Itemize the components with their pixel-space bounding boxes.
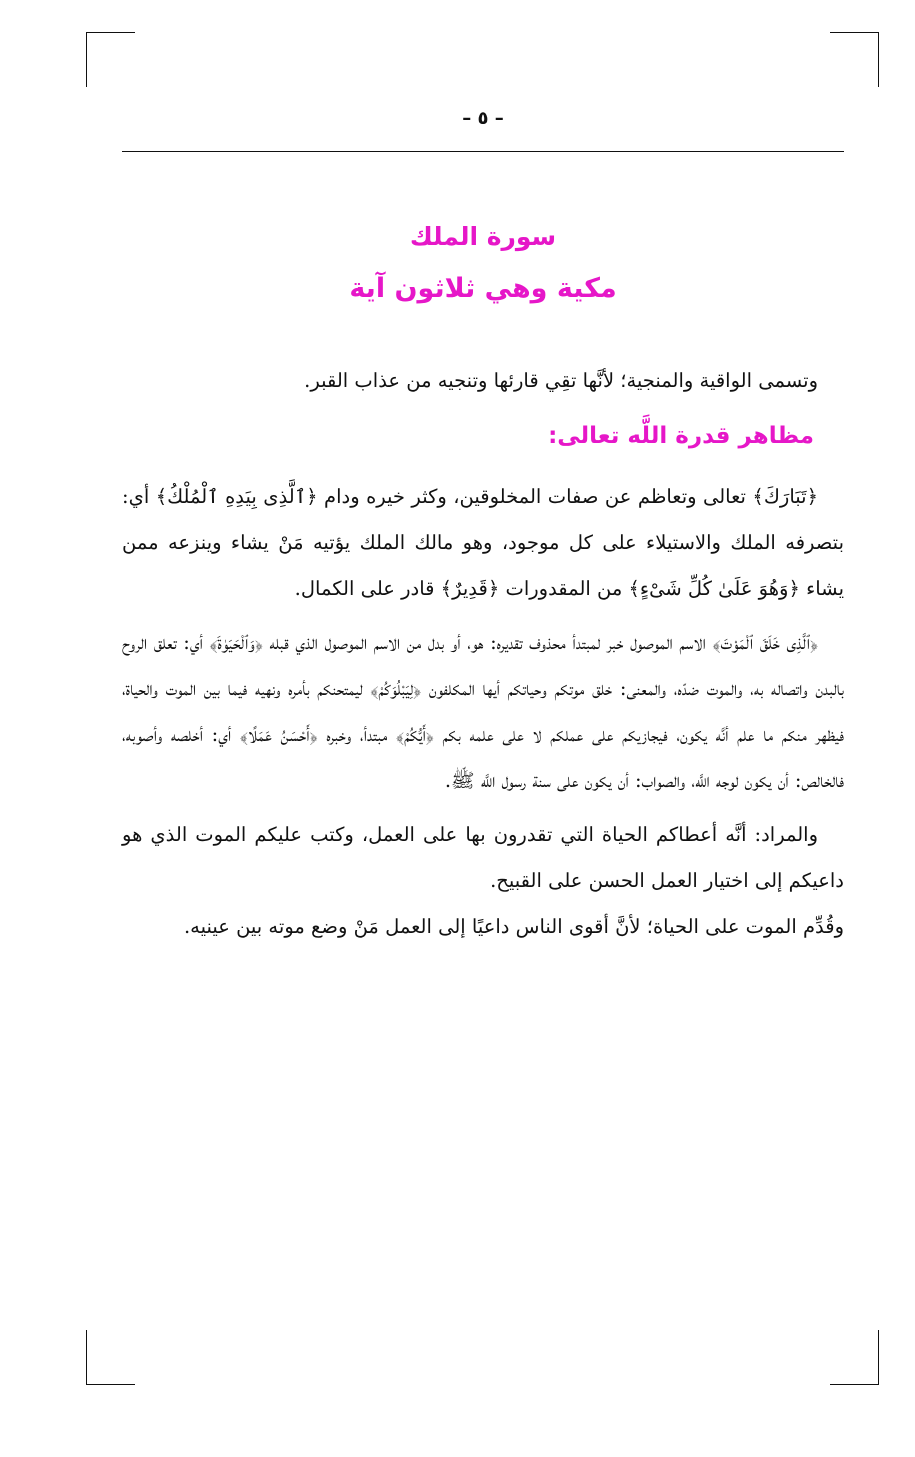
paragraph-4: وقُدِّم الموت على الحياة؛ لأنَّ أقوى الناس داعيًا إلى العمل مَنْ وضع موته بين عينيه. xyxy=(183,915,844,938)
surah-heading xyxy=(122,215,844,319)
corner-mark-bottom-right xyxy=(830,1330,879,1385)
section-title: مظاهر قدرة اللَّه تعالى: xyxy=(548,423,814,449)
header-rule xyxy=(122,151,844,152)
paragraph-2: ﴿ٱلَّذِى خَلَقَ ٱلْمَوْتَ﴾ الاسم الموصول خبر لمبتدأ محذوف تقديره: هو، أو بدل من الاسم الموصول الذي قبله ﴿وَٱلْحَيَوٰةَ﴾ أي: تعلق الروح بالبدن واتصاله به، والموت ضدّه، والمعنى: خلق موتكم وحياتكم أيها المكلفون ﴿لِيَبْلُوَكُمْ﴾ ليمتحنكم بأمره ونهيه فيما بين الموت والحياة، فيظهر منكم ما علم أنَّه يكون، فيجازيكم على عملكم لا على علمه بكم ﴿أَيُّكُمْ﴾ مبتدأ، وخبره ﴿أَحْسَنُ عَمَلًا﴾ أي: أخلصه وأصوبه، فالخالص: أن يكون لوجه اللَّه، والصواب: أن يكون على سنة رسول اللَّه ﷺ. xyxy=(122,631,844,792)
paragraph-1: ﴿تَبَارَكَ﴾ تعالى وتعاظم عن صفات المخلوقين، وكثر خيره ودام ﴿ٱلَّذِى بِيَدِهِ ٱلْمُلْكُ﴾ أي: بتصرفه الملك والاستيلاء على كل موجود، وهو مالك الملك يؤتيه مَنْ يشاء وينزعه ممن يشاء ﴿وَهُوَ عَلَىٰ كُلِّ شَىْءٍ﴾ من المقدورات ﴿قَدِيرٌ﴾ قادر على الكمال. xyxy=(122,485,844,600)
page-number: – ٥ – xyxy=(462,108,504,129)
corner-mark-bottom-left xyxy=(86,1330,135,1385)
page-body xyxy=(122,358,844,950)
corner-mark-top-left xyxy=(86,32,135,87)
surah-subtitle: مكية وهي ثلاثون آية xyxy=(349,273,617,304)
paragraph-3: والمراد: أنَّه أعطاكم الحياة التي تقدرون بها على العمل، وكتب عليكم الموت الذي هو داعيكم إلى اختيار العمل الحسن على القبيح. xyxy=(122,823,844,892)
surah-title: سورة الملك xyxy=(409,222,557,251)
intro-paragraph: وتسمى الواقية والمنجية؛ لأنَّها تقِي قارئها وتنجيه من عذاب القبر. xyxy=(304,369,818,392)
corner-mark-top-right xyxy=(830,32,879,87)
